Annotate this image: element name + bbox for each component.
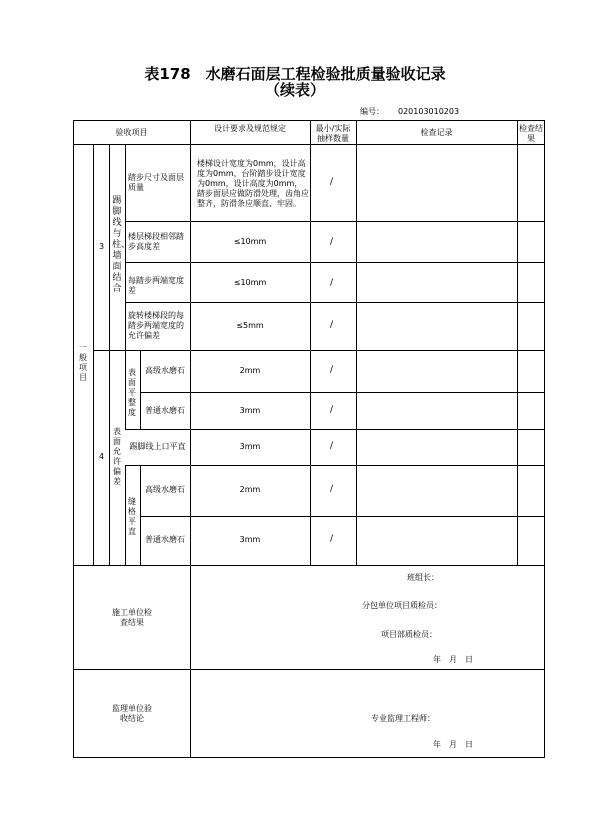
item-number-3: 3 [98,242,105,251]
supervision-date: 年 月 日 [433,740,473,749]
row-name: 楼层梯段相邻踏步高度差 [128,232,184,251]
row-sampling: / [330,534,334,544]
serial-value: 020103010203 [398,107,460,116]
header-result: 检查结果 [519,124,543,143]
flatness-label: 表面平整度 [128,368,136,417]
row-requirement: 3mm [239,442,261,451]
row-sampling: / [330,177,334,187]
group3-label: 踢脚线与柱、墙面结合 [112,196,131,294]
row-requirement: 2mm [239,485,261,494]
row-sampling: / [330,441,334,451]
row-requirement: ≤10mm [233,237,267,246]
header-item: 验收项目 [115,128,148,137]
row-requirement: 3mm [239,535,261,544]
row-name: 踏步尺寸及面层质量 [128,173,184,192]
row-name: 普通水磨石 [145,535,185,544]
row-name: 旋转楼梯段的每踏步两端宽度的允许偏差 [128,311,184,340]
row-name: 高级水磨石 [145,366,185,375]
header-sampling: 最小/实际抽样数量 [315,124,351,143]
joint-label: 缝格平直 [128,497,136,536]
construction-date: 年 月 日 [433,655,473,664]
row-sampling: / [330,237,334,247]
row-sampling: / [330,484,334,494]
row-sampling: / [330,320,334,330]
sub-inspector-field: 分包单位项目质检员： [362,601,442,610]
supervision-label: 监理单位验收结论 [112,704,152,723]
project-inspector-field: 项目部质检员： [381,630,437,639]
page-subtitle: （续表） [264,81,325,99]
row-requirement: ≤10mm [233,278,267,287]
header-requirement: 设计要求及规范规定 [214,124,286,133]
row-name: 普通水磨石 [145,406,185,415]
serial-label: 编号： [360,107,384,116]
group4-label: 表面允许偏差 [113,427,121,486]
row-requirement: 楼梯设计宽度为0mm，设计高度为0mm，台阶踏步设计宽度为0mm，设计高度为0mm，踏步面层应做防滑处理，齿角应整齐，防滑条应顺直、牢固。 [197,159,309,208]
team-leader-field: 班组长： [407,573,439,582]
row-requirement: ≤5mm [236,321,264,330]
header-record: 检查记录 [420,128,453,137]
engineer-field: 专业监理工程师： [371,714,435,723]
row-sampling: / [330,405,334,415]
row-requirement: 3mm [239,406,261,415]
general-items-label: 一般项目 [79,343,87,382]
construction-label: 施工单位检查结果 [112,608,152,627]
row-sampling: / [330,365,334,375]
item-number-4: 4 [98,452,105,461]
row-name: 每踏步两端宽度差 [128,276,184,295]
page-title: 表178 水磨石面层工程检验批质量验收记录 [144,65,446,83]
row-sampling: / [330,278,334,288]
row-requirement: 2mm [239,366,261,375]
row-name: 高级水磨石 [145,485,185,494]
serial-number [360,106,459,117]
row-name: 踢脚线上口平直 [129,442,186,451]
